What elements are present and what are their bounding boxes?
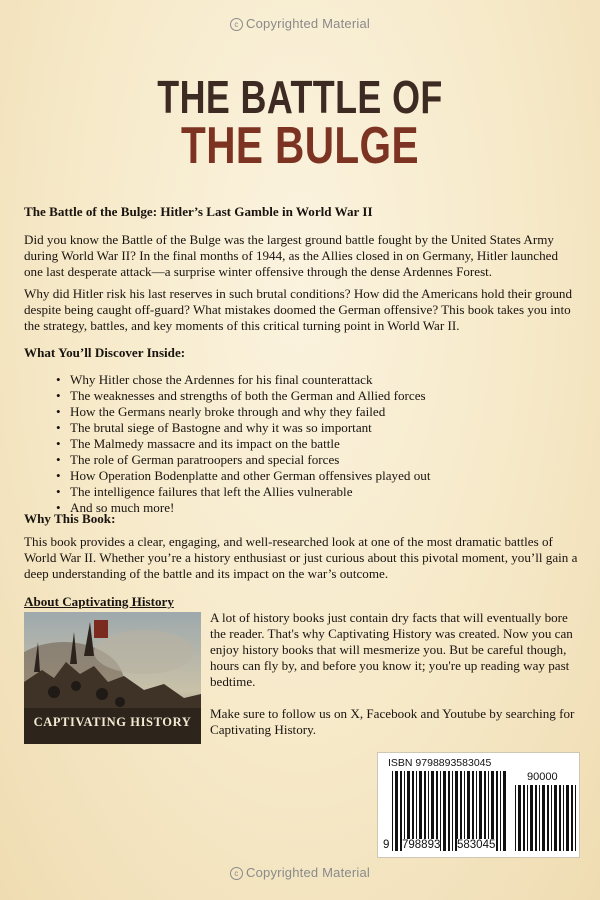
barcode-bar (575, 785, 576, 851)
discover-list (56, 372, 576, 516)
barcode-bar (452, 771, 453, 851)
list-item: • The brutal siege of Bastogne and why it was so important (56, 420, 576, 436)
barcode-bar (496, 771, 498, 851)
barcode-bar (559, 785, 561, 851)
list-item: • And so much more! (56, 500, 576, 516)
list-item: • How Operation Bodenplatte and other German offensives played out (56, 468, 576, 484)
about-paragraph-1: A lot of history books just contain dry facts that will eventually bore the reader. That's why Captivating History was created. Now you can enjoy history books that will mesmerize you. But be careful though, hours can fly by, and before you know it; you're up reading way past bedtime. (210, 610, 573, 689)
barcode-bar (530, 785, 533, 851)
barcode-bar (503, 771, 506, 851)
barcode-bar (443, 771, 446, 851)
barcode-bar (518, 785, 521, 851)
barcode-bar (395, 771, 398, 851)
price-code: 90000 (527, 771, 558, 783)
barcode-bar (539, 785, 540, 851)
list-item: • Why Hitler chose the Ardennes for his final counterattack (56, 372, 576, 388)
list-item: • The role of German paratroopers and special forces (56, 452, 576, 468)
barcode-bar (566, 785, 569, 851)
watermark-text: Copyrighted Material (246, 16, 370, 31)
copyright-watermark-top (0, 16, 600, 31)
book-title-line2: THE BULGE (181, 117, 419, 175)
barcode-bar (448, 771, 450, 851)
isbn-barcode (377, 752, 580, 858)
barcode-digit-first: 9 (383, 839, 390, 851)
barcode-digits-group1: 798893 (402, 839, 441, 851)
barcode-bar (523, 785, 525, 851)
copyright-icon: c (230, 18, 243, 31)
about-heading: About Captivating History (24, 594, 174, 609)
list-item: • The weaknesses and strengths of both the German and Allied forces (56, 388, 576, 404)
barcode-bar (551, 785, 552, 851)
description-paragraph-1: Did you know the Battle of the Bulge was the largest ground battle fought by the United States Army during World War II? In the final months of 1944, as the Allies closed in on Germany, Hitler launched one last desperate attack—a surprise winter offensive through the dense Ardennes Forest. (24, 232, 559, 279)
barcode-bar (563, 785, 564, 851)
captivating-history-image (24, 612, 201, 744)
barcode-bar (535, 785, 537, 851)
list-item: • How the Germans nearly broke through and why they failed (56, 404, 576, 420)
book-subtitle: The Battle of the Bulge: Hitler’s Last Gamble in World War II (24, 204, 373, 219)
isbn-label: ISBN 9798893583045 (388, 757, 492, 769)
watermark-text: Copyrighted Material (246, 865, 370, 880)
barcode-bar (542, 785, 545, 851)
about-text (210, 610, 584, 738)
barcode-bar (392, 771, 393, 851)
why-heading: Why This Book: (24, 511, 116, 526)
barcode-bar (527, 785, 528, 851)
why-paragraph: This book provides a clear, engaging, and well-researched look at one of the most dramatic battles of World War II. Whether you’re a history enthusiast or just curious about this pivotal moment, you’ll gain a deep understanding of the battle and its impact on the war’s outcome. (24, 534, 578, 581)
image-brand-text: CAPTIVATING HISTORY (33, 715, 192, 729)
barcode-bar (547, 785, 549, 851)
book-title-line1: THE BATTLE OF (157, 71, 443, 123)
description-paragraph-2: Why did Hitler risk his last reserves in such brutal conditions? How did the Americans hold their ground despite being caught off-guard? What mistakes doomed the German offensive? This book takes you into the strategy, battles, and key moments of this critical turning point in World War II. (24, 286, 573, 333)
about-paragraph-2: Make sure to follow us on X, Facebook and Youtube by searching for Captivating History. (210, 706, 575, 737)
discover-heading: What You’ll Discover Inside: (24, 345, 186, 360)
barcode-bar (515, 785, 516, 851)
copyright-watermark-bottom (0, 865, 600, 880)
list-item: • The intelligence failures that left the Allies vulnerable (56, 484, 576, 500)
list-item: • The Malmedy massacre and its impact on the battle (56, 436, 576, 452)
barcode-bar (554, 785, 557, 851)
barcode-bar (571, 785, 573, 851)
barcode-digits-group2: 583045 (457, 839, 496, 851)
barcode-bar (500, 771, 501, 851)
copyright-icon: c (230, 867, 243, 880)
